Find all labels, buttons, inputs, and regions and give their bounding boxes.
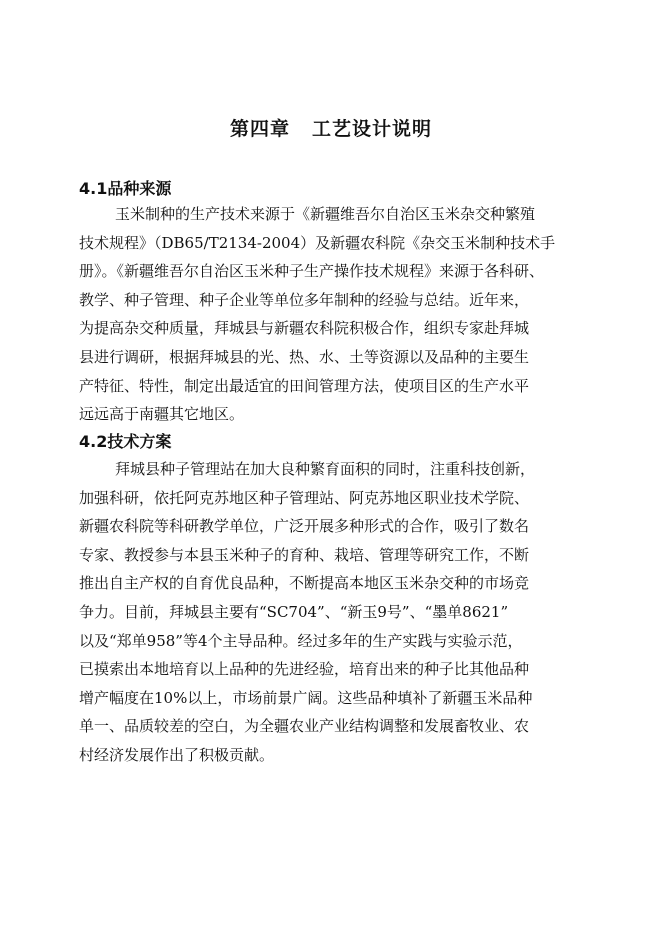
- paragraph-line: 加强科研，依托阿克苏地区种子管理站、阿克苏地区职业技术学院、: [79, 488, 530, 507]
- paragraph-line: 产特征、特性，制定出最适宜的田间管理方法，使项目区的生产水平: [79, 376, 530, 395]
- paragraph-line: 专家、教授参与本县玉米种子的育种、栽培、管理等研究工作，不断: [79, 545, 530, 564]
- paragraph-line: 远远高于南疆其它地区。: [79, 405, 245, 424]
- section-4-1-paragraph: [79, 200, 584, 429]
- paragraph-line: 玉米制种的生产技术来源于《新疆维吾尔自治区玉米杂交种繁殖: [115, 205, 536, 223]
- paragraph-line: 为提高杂交种质量，拜城县与新疆农科院积极合作，组织专家赴拜城: [79, 319, 530, 338]
- paragraph-line: 推出自主产权的自育优良品种，不断提高本地区玉米杂交种的市场竞: [79, 574, 530, 593]
- paragraph-line: 县进行调研，根据拜城县的光、热、水、土等资源以及品种的主要生: [79, 347, 530, 366]
- paragraph-line: 以及“郑单958”等4个主导品种。经过多年的生产实践与实验示范，: [79, 631, 523, 650]
- paragraph-line: 单一、品质较差的空白，为全疆农业产业结构调整和发展畜牧业、农: [79, 717, 530, 736]
- chapter-label: 第四章: [229, 118, 290, 140]
- paragraph-line: 争力。目前，拜城县主要有“SC704”、“新玉9号”、“墨单8621”: [79, 602, 509, 621]
- paragraph-line: 增产幅度在10%以上，市场前景广阔。这些品种填补了新疆玉米品种: [79, 688, 533, 707]
- section-heading-4-2: 4.2技术方案: [79, 432, 172, 451]
- paragraph-line: 技术规程》（DB65/T2134-2004）及新疆农科院《杂交玉米制种技术手: [79, 233, 556, 252]
- paragraph-line: 教学、种子管理、种子企业等单位多年制种的经验与总结。近年来，: [79, 290, 530, 309]
- paragraph-line: 拜城县种子管理站在加大良种繁育面积的同时，注重科技创新，: [115, 460, 536, 478]
- section-heading-4-1: 4.1品种来源: [79, 179, 172, 198]
- paragraph-line: 村经济发展作出了积极贡献。: [79, 745, 275, 764]
- section-4-2-paragraph: [79, 455, 584, 770]
- chapter-name: 工艺设计说明: [312, 118, 433, 140]
- chapter-title: [0, 114, 662, 141]
- paragraph-line: 已摸索出本地培育以上品种的先进经验，培育出来的种子比其他品种: [79, 660, 530, 679]
- paragraph-line: 新疆农科院等科研教学单位，广泛开展多种形式的合作，吸引了数名: [79, 517, 530, 536]
- paragraph-line: 册》。《新疆维吾尔自治区玉米种子生产操作技术规程》来源于各科研、: [79, 262, 545, 281]
